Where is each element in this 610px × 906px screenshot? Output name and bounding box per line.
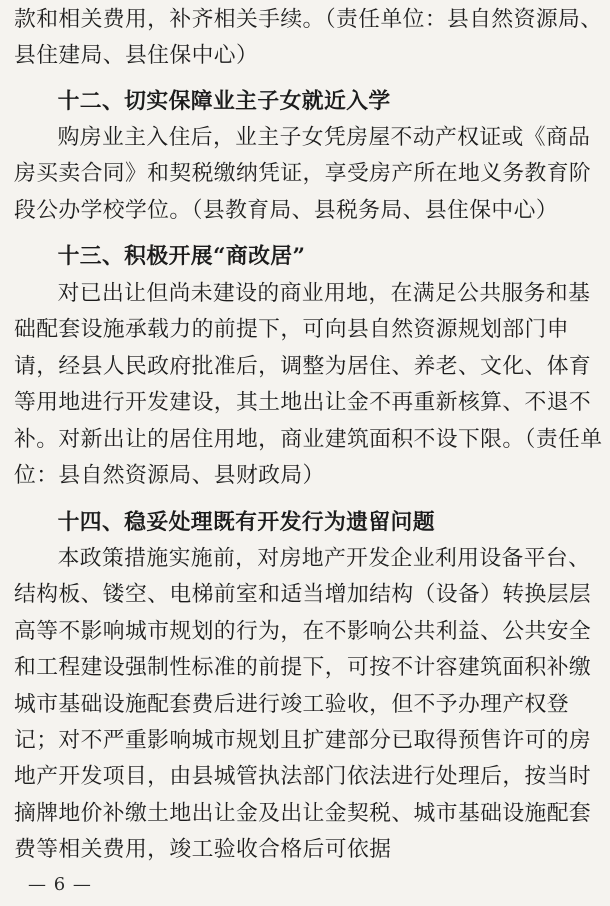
paragraph-12: 购房业主入住后，业主子女凭房屋不动产权证或《商品房买卖合同》和契税缴纳凭证，享受房产所在地义务教育阶段公办学校学位。（县教育局、县税务局、县住保中心）: [14, 125, 592, 223]
section-heading-13: 十三、积极开展“商改居”: [57, 244, 306, 269]
paragraph-continued: 款和相关费用，补齐相关手续。（责任单位：县自然资源局、县住建局、县住保中心）: [14, 7, 603, 69]
section-heading-14: 十四、稳妥处理既有开发行为遗留问题: [57, 510, 435, 535]
section-heading-12: 十二、切实保障业主子女就近入学: [57, 89, 391, 114]
paragraph-14: 本政策措施实施前，对房地产开发企业利用设备平台、结构板、镂空、电梯前室和适当增加结构（设备）转换层层高等不影响城市规划的行为，在不影响公共利益、公共安全和工程建设强制性标准的前提下，可按不计容建筑面积补缴城市基础设施配套费后进行竣工验收，但不予办理产权登记；对不严重影响城市规划且扩建部分已取得预售许可的房地产开发项目，由县城管执法部门依法进行处理后，按当时摘牌地价补缴土地出让金及出让金契税、城市基础设施配套费等相关费用，竣工验收合格后可依据: [14, 546, 592, 863]
page-number: — 6 —: [28, 874, 92, 895]
paragraph-13: 对已出让但尚未建设的商业用地，在满足公共服务和基础配套设施承载力的前提下，可向县自然资源规划部门申请，经县人民政府批准后，调整为居住、养老、文化、体育等用地进行开发建设，其土地出让金不再重新核算、不退不补。对新出让的居住用地，商业建筑面积不设下限。（责任单位：县自然资源局、县财政局）: [14, 281, 603, 489]
